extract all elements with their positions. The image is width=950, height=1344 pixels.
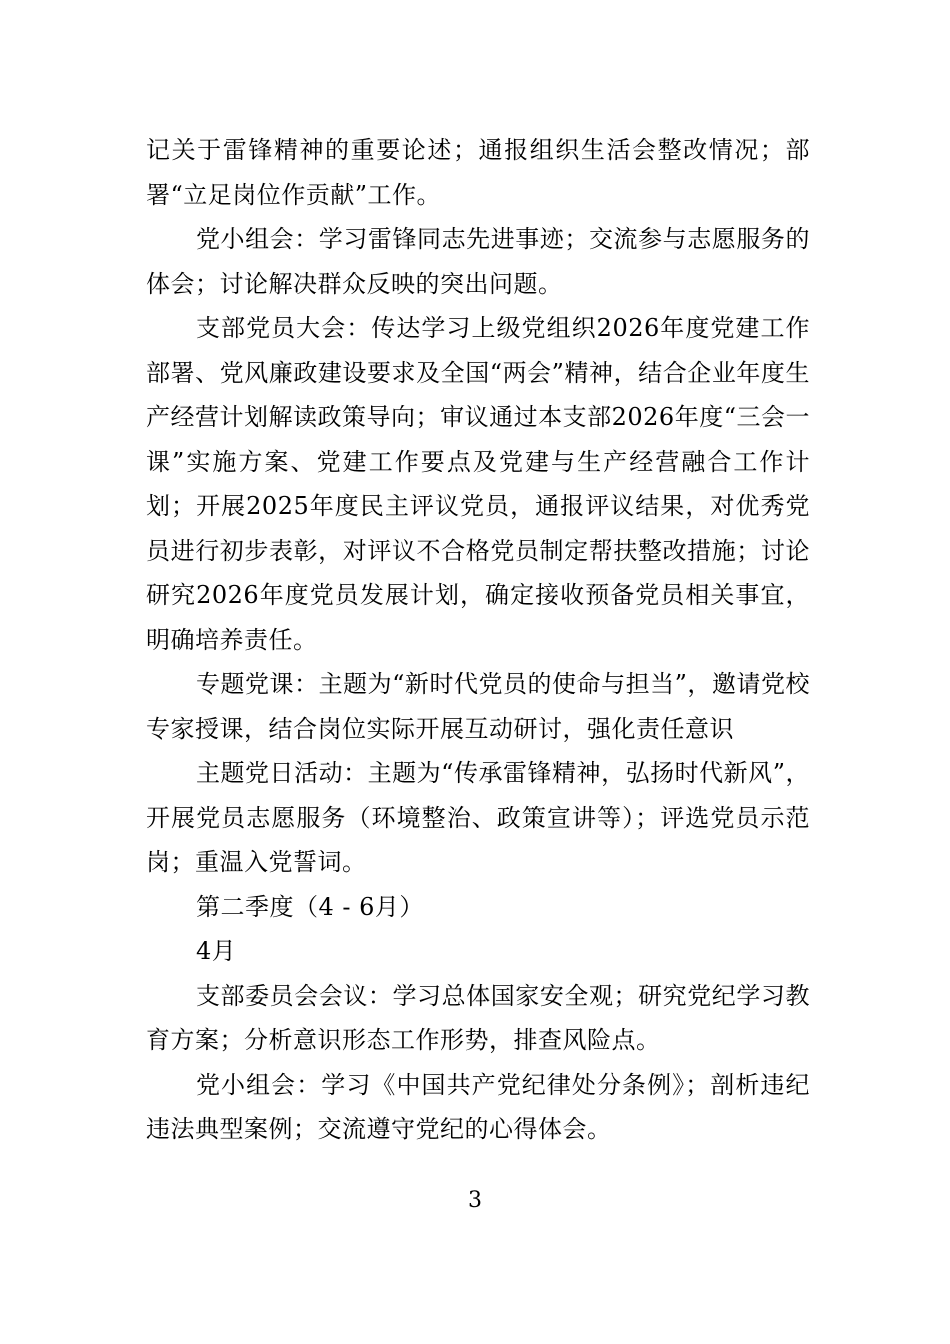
paragraph-party-group-discipline: 党小组会：学习《中国共产党纪律处分条例》；剖析违纪违法典型案例；交流遵守党纪的心得体会。 bbox=[146, 1070, 810, 1143]
page-number: 3 bbox=[468, 1188, 482, 1213]
paragraph-special-party-lecture: 专题党课：主题为“新时代党员的使命与担当”，邀请党校专家授课，结合岗位实际开展互动研讨，强化责任意识 bbox=[146, 670, 810, 743]
section-heading-april: 4月 bbox=[196, 937, 237, 965]
paragraph-theme-party-day: 主题党日活动：主题为“传承雷锋精神，弘扬时代新风”，开展党员志愿服务（环境整治、政策宣讲等）；评选党员示范岗；重温入党誓词。 bbox=[146, 759, 810, 876]
section-heading-second-quarter: 第二季度（4 - 6月） bbox=[196, 892, 424, 921]
paragraph-branch-committee-meeting: 支部委员会会议：学习总体国家安全观；研究党纪学习教育方案；分析意识形态工作形势，排查风险点。 bbox=[146, 981, 810, 1054]
paragraph-branch-member-assembly: 支部党员大会：传达学习上级党组织2026年度党建工作部署、党风廉政建设要求及全国“两会”精神，结合企业年度生产经营计划解读政策导向；审议通过本支部2026年度“三会一课”实施方案、党建工作要点及党建与生产经营融合工作计划；开展2025年度民主评议党员，通报评议结果，对优秀党员进行初步表彰，对评议不合格党员制定帮扶整改措施；讨论研究2026年度党员发展计划，确定接收预备党员相关事宜，明确培养责任。 bbox=[146, 314, 810, 654]
paragraph-continuation: 记关于雷锋精神的重要论述；通报组织生活会整改情况；部署“立足岗位作贡献”工作。 bbox=[146, 136, 810, 209]
paragraph-party-group-meeting: 党小组会：学习雷锋同志先进事迹；交流参与志愿服务的体会；讨论解决群众反映的突出问题。 bbox=[146, 225, 810, 298]
document-body bbox=[146, 128, 810, 1152]
